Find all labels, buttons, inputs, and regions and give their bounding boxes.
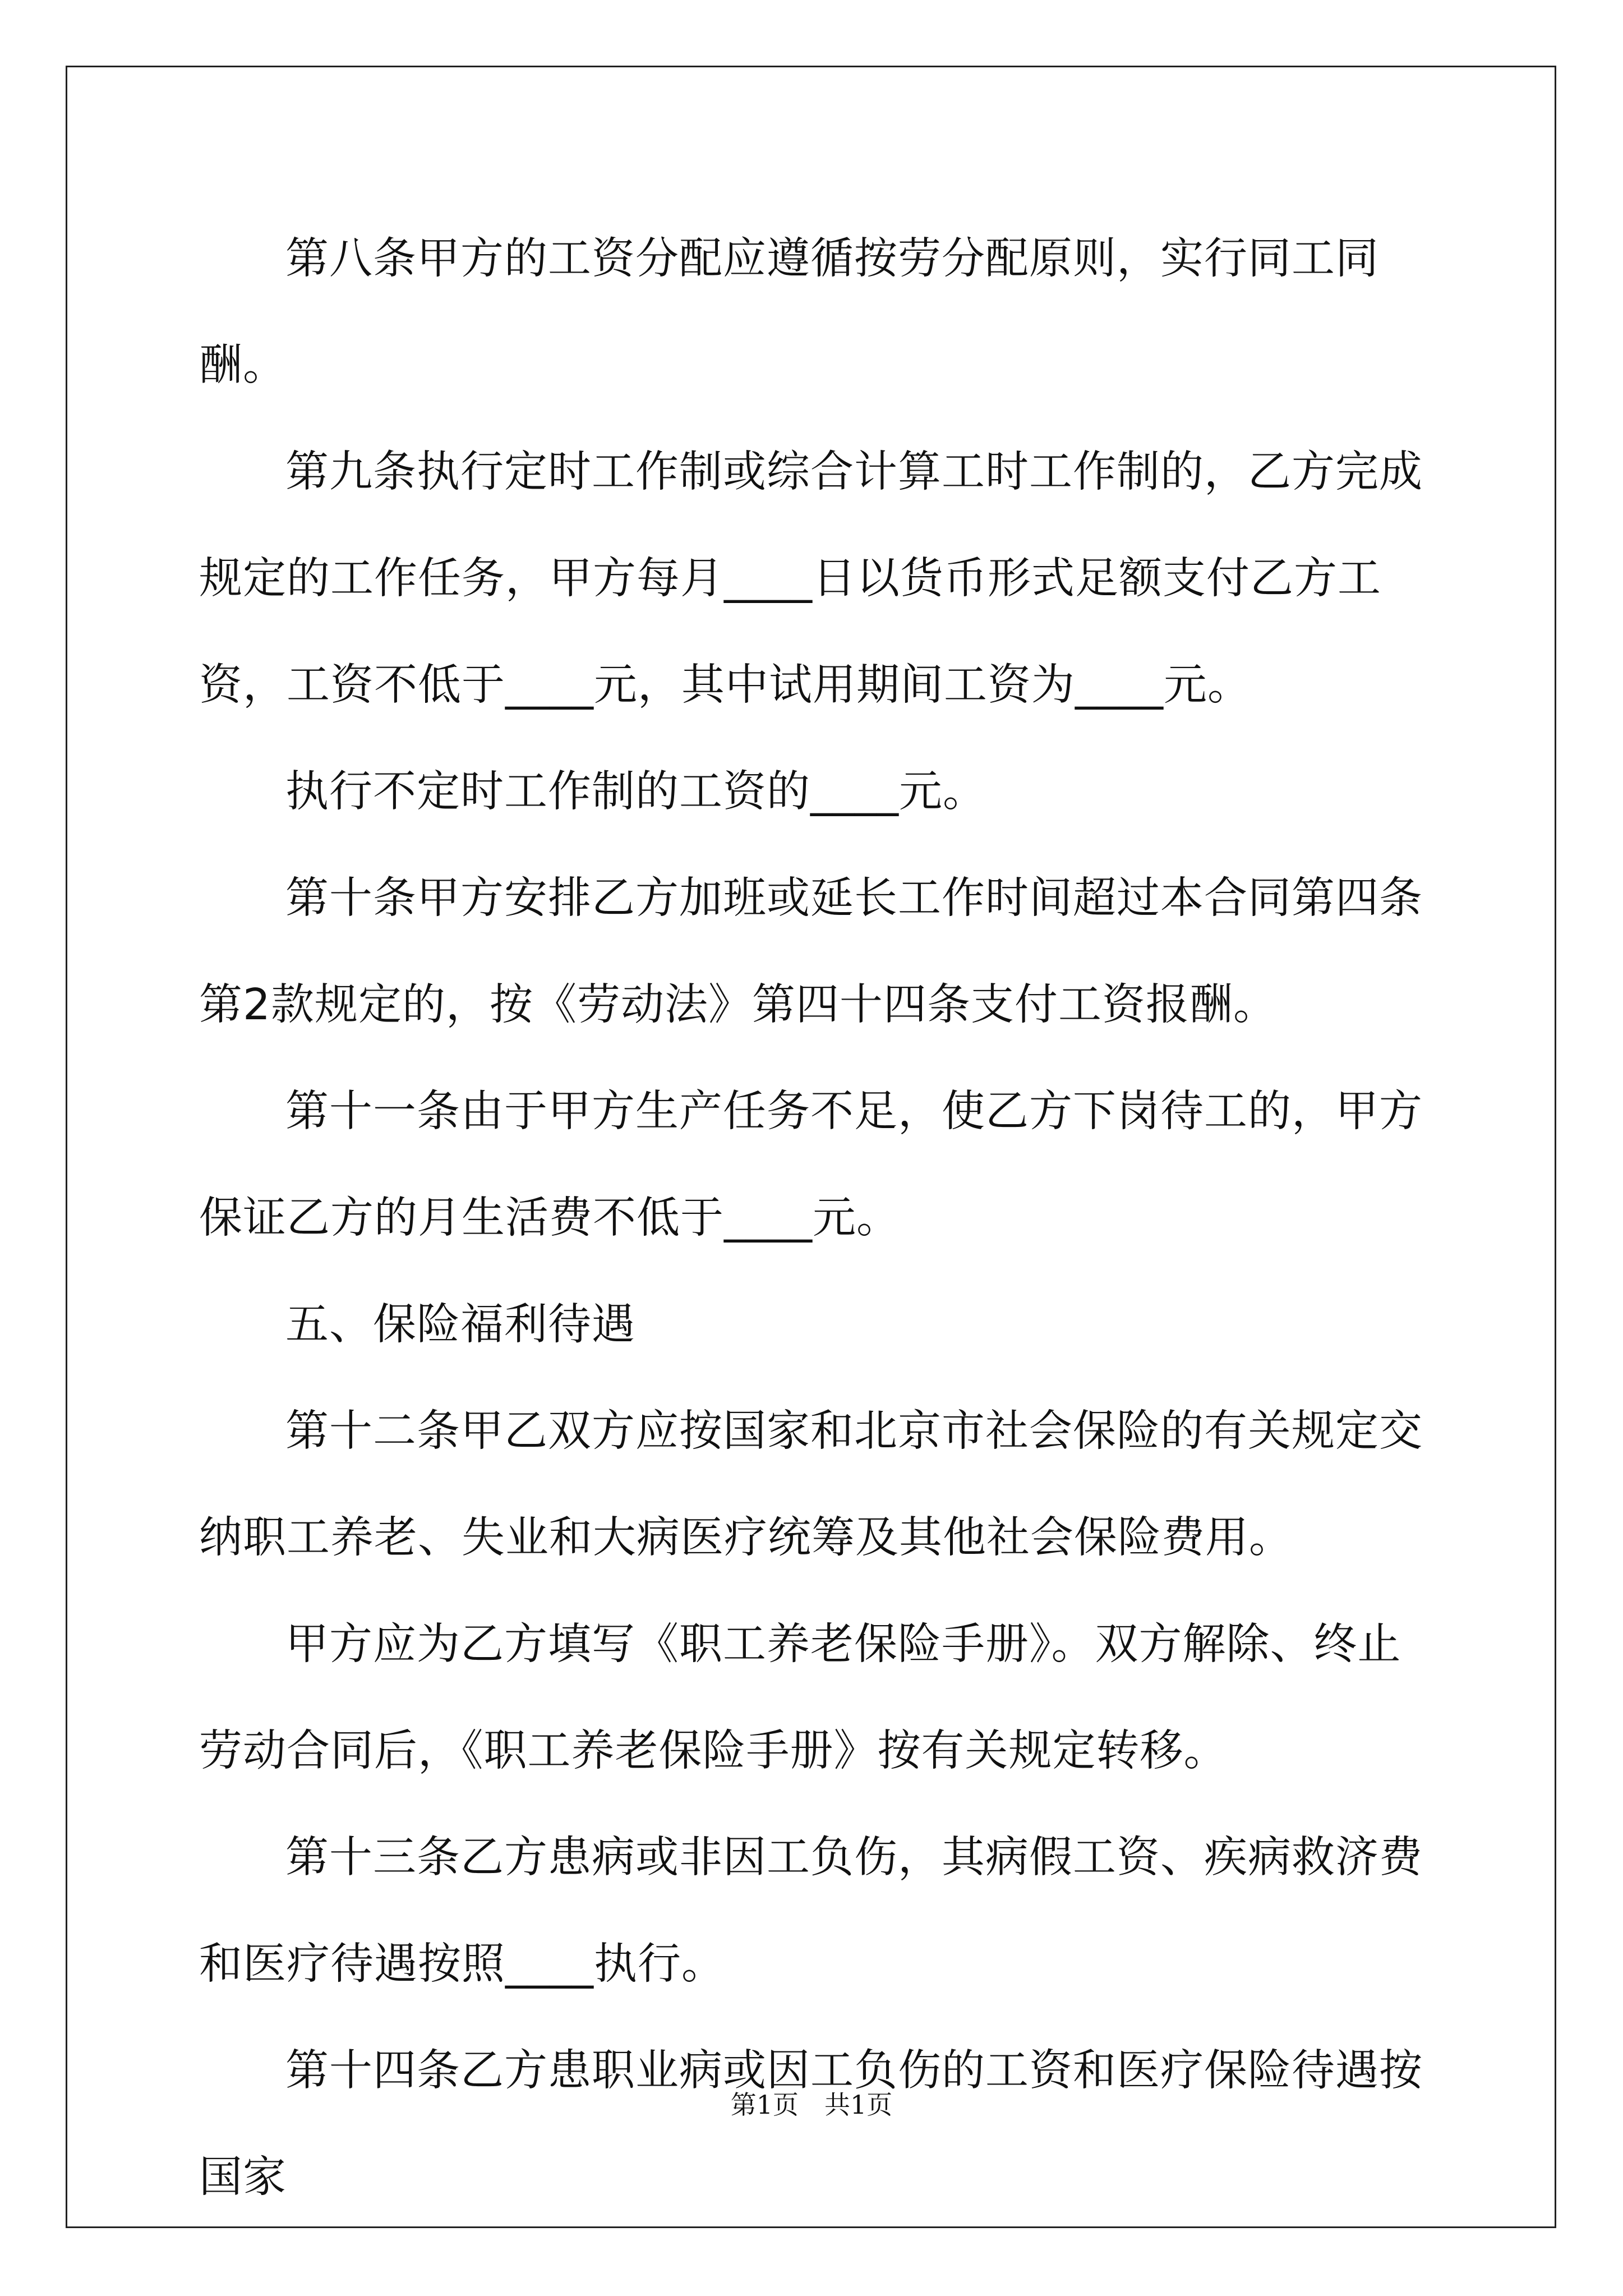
paragraph-pension-handbook: 甲方应为乙方填写《职工养老保险手册》。双方解除、终止劳动合同后，《职工养老保险手册》按有关规定转移。 — [199, 1619, 1401, 1776]
paragraph-article-11: 第十一条由于甲方生产任务不足，使乙方下岗待工的，甲方保证乙方的月生活费不低于____元。 — [199, 1087, 1423, 1243]
page-footer — [0, 2088, 1623, 2122]
paragraph-article-14: 第十四条乙方患职业病或因工负伤的工资和医疗保险待遇按国家 — [199, 2046, 1423, 2202]
paragraph-flexible-hours-wage: 执行不定时工作制的工资的____元。 — [285, 767, 986, 817]
paragraph-article-8: 第八条甲方的工资分配应遵循按劳分配原则，实行同工同酬。 — [199, 234, 1379, 390]
paragraph-article-9: 第九条执行定时工作制或综合计算工时工作制的，乙方完成规定的工作任务，甲方每月____日以货币形式足额支付乙方工资，工资不低于____元，其中试用期间工资为____元。 — [199, 447, 1423, 710]
section-heading-insurance-welfare: 五、保险福利待遇 — [285, 1300, 635, 1350]
page-number-total: 共1页 — [824, 2090, 893, 2120]
paragraph-article-13: 第十三条乙方患病或非因工负伤，其病假工资、疾病救济费和医疗待遇按照____执行。 — [199, 1833, 1423, 1989]
document-body — [199, 206, 1430, 2231]
page-number-current: 第1页 — [730, 2090, 799, 2120]
paragraph-article-10: 第十条甲方安排乙方加班或延长工作时间超过本合同第四条第2款规定的，按《劳动法》第四十四条支付工资报酬。 — [199, 873, 1423, 1030]
paragraph-article-12: 第十二条甲乙双方应按国家和北京市社会保险的有关规定交纳职工养老、失业和大病医疗统筹及其他社会保险费用。 — [199, 1406, 1423, 1563]
